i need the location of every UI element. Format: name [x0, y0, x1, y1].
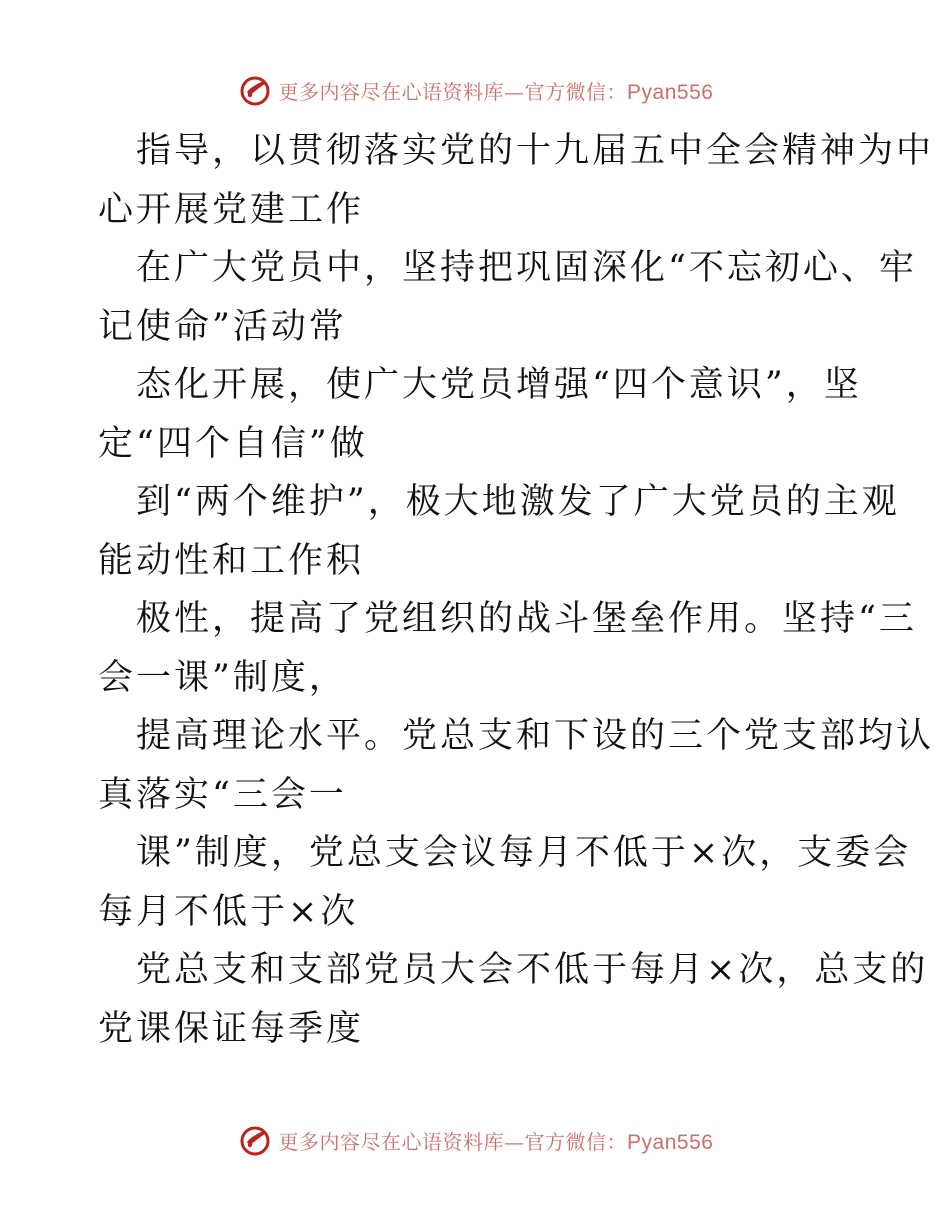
- paragraph-line: 指导，以贯彻落实党的十九届五中全会精神为中: [136, 131, 935, 171]
- header-banner: [0, 70, 950, 110]
- paragraph-line: 在广大党员中，坚持把巩固深化“不忘初心、牢: [136, 248, 917, 288]
- paragraph-line: 能动性和工作积: [98, 540, 365, 581]
- footer-wechat-id: Pyan556: [627, 1130, 714, 1154]
- paragraph-line: 党课保证每季度: [98, 1008, 365, 1049]
- paragraph-1: [98, 122, 935, 239]
- paragraph-3: [98, 356, 862, 473]
- paragraph-4: [98, 473, 900, 590]
- paragraph-line: 到“两个维护”，极大地激发了广大党员的主观: [136, 482, 900, 522]
- paragraph-line: 极性，提高了党组织的战斗堡垒作用。坚持“三: [136, 599, 917, 639]
- brush-logo-icon: [237, 72, 273, 108]
- paragraph-line: 会一课”制度，: [98, 657, 347, 698]
- paragraph-6: [98, 707, 935, 824]
- paragraph-2: [98, 239, 917, 356]
- header-banner-text: [279, 76, 714, 105]
- footer-banner-text: [279, 1126, 714, 1155]
- header-banner-label: 更多内容尽在心语资料库—官方微信：: [278, 79, 628, 104]
- paragraph-7: [98, 824, 912, 941]
- paragraph-line: 每月不低于×次: [98, 891, 359, 932]
- paragraph-line: 记使命”活动常: [98, 306, 347, 347]
- document-body: [98, 122, 935, 1058]
- paragraph-line: 提高理论水平。党总支和下设的三个党支部均认: [136, 716, 935, 756]
- brush-logo-icon: [237, 1122, 273, 1158]
- paragraph-8: [98, 941, 929, 1058]
- paragraph-line: 课”制度，党总支会议每月不低于×次，支委会: [136, 833, 912, 873]
- paragraph-line: 党总支和支部党员大会不低于每月×次，总支的: [136, 950, 929, 990]
- paragraph-5: [98, 590, 917, 707]
- paragraph-line: 态化开展，使广大党员增强“四个意识”，坚: [136, 365, 862, 405]
- footer-banner: [0, 1120, 950, 1160]
- footer-banner-label: 更多内容尽在心语资料库—官方微信：: [278, 1129, 628, 1154]
- paragraph-line: 真落实“三会一: [98, 774, 347, 815]
- paragraph-line: 定“四个自信”做: [98, 423, 368, 464]
- header-wechat-id: Pyan556: [627, 80, 714, 104]
- paragraph-line: 心开展党建工作: [98, 189, 365, 230]
